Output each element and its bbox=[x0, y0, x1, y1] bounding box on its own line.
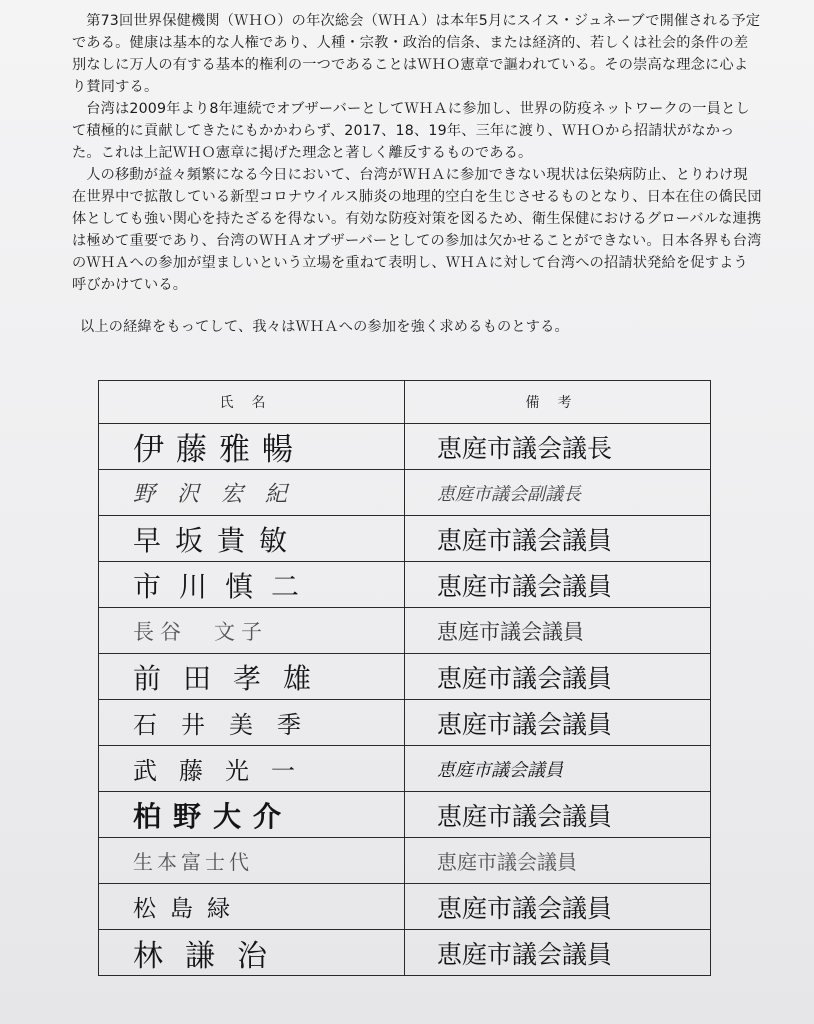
signature-note: 恵庭市議会議員 bbox=[405, 516, 711, 562]
signature-name: 武藤光一 bbox=[99, 746, 405, 792]
signature-name: 野沢宏紀 bbox=[99, 470, 405, 516]
header-name: 氏名 bbox=[99, 381, 405, 424]
table-row bbox=[99, 884, 711, 930]
signature-name: 市川慎二 bbox=[99, 562, 405, 608]
table-row bbox=[99, 516, 711, 562]
header-note: 備考 bbox=[405, 381, 711, 424]
signature-note: 恵庭市議会議員 bbox=[405, 838, 711, 884]
signature-note: 恵庭市議会議員 bbox=[405, 562, 711, 608]
signature-note: 恵庭市議会議員 bbox=[405, 608, 711, 654]
signature-name: 石井美季 bbox=[99, 700, 405, 746]
signature-name: 伊藤雅暢 bbox=[99, 424, 405, 470]
table-row bbox=[99, 700, 711, 746]
paragraph-2: 台湾は2009年より8年連続でオブザーバーとしてＷＨＡに参加し、世界の防疫ネットワークの一員として積極的に貢献してきたにもかかわらず、2017、18、19年、三年に渡り、ＷＨＯから招請状がなかった。これは上記ＷＨＯ憲章に掲げた理念と著しく離反するものである。 bbox=[72, 101, 750, 161]
signature-note: 恵庭市議会副議長 bbox=[405, 470, 711, 516]
table-header-row bbox=[99, 381, 711, 424]
signature-note: 恵庭市議会議員 bbox=[405, 930, 711, 976]
signature-note: 恵庭市議会議員 bbox=[405, 746, 711, 792]
signature-name: 林謙治 bbox=[99, 930, 405, 976]
signature-name: 早坂貴敏 bbox=[99, 516, 405, 562]
body-text bbox=[72, 10, 762, 296]
table-row bbox=[99, 608, 711, 654]
table-row bbox=[99, 792, 711, 838]
signature-note: 恵庭市議会議員 bbox=[405, 654, 711, 700]
conclusion-text: 以上の経緯をもってして、我々はＷＨＡへの参加を強く求めるものとする。 bbox=[80, 319, 569, 335]
signature-note: 恵庭市議会議長 bbox=[405, 424, 711, 470]
table-row bbox=[99, 470, 711, 516]
paragraph-1: 第73回世界保健機関（ＷＨＯ）の年次総会（ＷＨＡ）は本年5月にスイス・ジュネーブで開催される予定である。健康は基本的な人権であり、人種・宗教・政治的信条、または経済的、若しくは社会的条件の差別なしに万人の有する基本的権利の一つであることはＷＨＯ憲章で謳われている。その崇高な理念に心より賛同する。 bbox=[72, 13, 761, 95]
signature-name: 松島緑 bbox=[99, 884, 405, 930]
signature-note: 恵庭市議会議員 bbox=[405, 792, 711, 838]
signature-note: 恵庭市議会議員 bbox=[405, 700, 711, 746]
table-row bbox=[99, 424, 711, 470]
signature-name: 生本富士代 bbox=[99, 838, 405, 884]
table-row bbox=[99, 930, 711, 976]
signature-name: 柏野大介 bbox=[99, 792, 405, 838]
signature-table bbox=[98, 380, 711, 976]
paragraph-3: 人の移動が益々頻繁になる今日において、台湾がＷＨＡに参加できない現状は伝染病防止、とりわけ現在世界中で拡散している新型コロナウイルス肺炎の地理的空白を生じさせるものとなり、日本在住の僑民団体としても強い関心を持たざるを得ない。有効な防疫対策を図るため、衛生保健におけるグローバルな連携は極めて重要であり、台湾のＷＨＡオブザーバーとしての参加は欠かせることができない。日本各界も台湾のＷＨＡへの参加が望ましいという立場を重ねて表明し、ＷＨＡに対して台湾への招請状発給を促すよう呼びかけている。 bbox=[72, 167, 762, 293]
signature-name: 長谷 文子 bbox=[99, 608, 405, 654]
signature-name: 前田孝雄 bbox=[99, 654, 405, 700]
signature-note: 恵庭市議会議員 bbox=[405, 884, 711, 930]
table-row bbox=[99, 746, 711, 792]
table-row bbox=[99, 654, 711, 700]
table-row bbox=[99, 562, 711, 608]
table-row bbox=[99, 838, 711, 884]
